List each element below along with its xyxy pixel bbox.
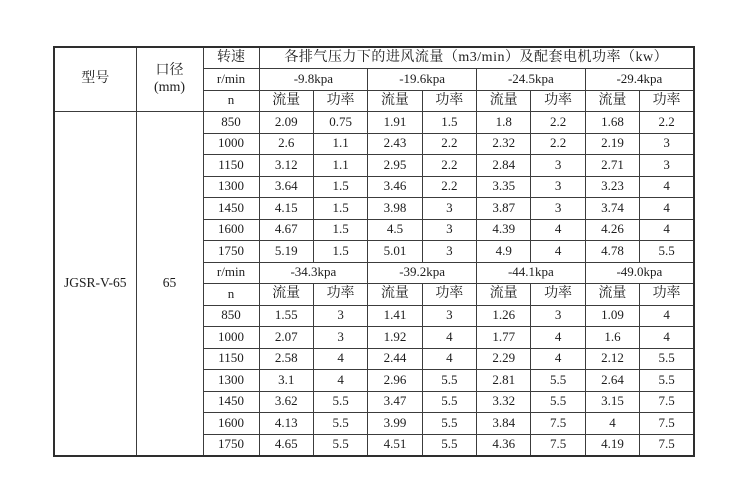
power-value: 4: [531, 327, 585, 349]
flow-value: 2.32: [477, 133, 531, 155]
flow-value: 2.6: [259, 133, 313, 155]
power-value: 1.5: [313, 198, 367, 220]
header-row-1: [54, 47, 694, 69]
flow-value: 4.13: [259, 413, 313, 435]
power-value: 2.2: [531, 112, 585, 134]
power-value: 5.5: [422, 391, 476, 413]
power-value: 2.2: [531, 133, 585, 155]
power-value: 3: [422, 241, 476, 263]
flow-value: 2.29: [477, 348, 531, 370]
diameter-column-header: [136, 47, 203, 112]
power-value: 2.2: [422, 176, 476, 198]
speed-value: 1750: [203, 241, 259, 263]
power-value: 2.2: [422, 155, 476, 177]
flow-value: 2.84: [477, 155, 531, 177]
power-value: 4: [313, 370, 367, 392]
flow-value: 4.67: [259, 219, 313, 241]
power-value: 4: [640, 198, 694, 220]
flow-value: 2.43: [368, 133, 422, 155]
power-value: 4: [640, 305, 694, 327]
flow-value: 1.26: [477, 305, 531, 327]
flow-value: 4.5: [368, 219, 422, 241]
power-value: 3: [313, 305, 367, 327]
pressure-header-2: -39.2kpa: [368, 262, 477, 284]
flow-value: 5.19: [259, 241, 313, 263]
flow-value: 1.55: [259, 305, 313, 327]
power-value: 3: [640, 133, 694, 155]
power-value: 1.5: [313, 219, 367, 241]
flow-header: 流量: [477, 284, 531, 306]
flow-header: 流量: [368, 284, 422, 306]
flow-value: 4.65: [259, 434, 313, 456]
flow-value: 3.87: [477, 198, 531, 220]
power-value: 5.5: [313, 391, 367, 413]
power-value: 5.5: [531, 370, 585, 392]
power-value: 3: [640, 155, 694, 177]
power-value: 1.5: [313, 176, 367, 198]
power-header: 功率: [531, 90, 585, 112]
power-value: 1.1: [313, 155, 367, 177]
flow-value: 4.9: [477, 241, 531, 263]
speed-value: 850: [203, 305, 259, 327]
flow-value: 2.44: [368, 348, 422, 370]
power-header: 功率: [640, 284, 694, 306]
flow-value: 4.78: [585, 241, 639, 263]
power-value: 0.75: [313, 112, 367, 134]
flow-value: 3.23: [585, 176, 639, 198]
power-value: 5.5: [640, 370, 694, 392]
power-value: 5.5: [640, 348, 694, 370]
pressure-header-1: -9.8kpa: [259, 69, 368, 91]
flow-value: 1.09: [585, 305, 639, 327]
flow-value: 3.46: [368, 176, 422, 198]
power-value: 5.5: [313, 413, 367, 435]
power-header: 功率: [313, 90, 367, 112]
speed-value: 1600: [203, 219, 259, 241]
power-value: 5.5: [640, 241, 694, 263]
flow-header: 流量: [585, 284, 639, 306]
flow-value: 3.74: [585, 198, 639, 220]
flow-value: 1.92: [368, 327, 422, 349]
flow-value: 2.19: [585, 133, 639, 155]
speed-value: 850: [203, 112, 259, 134]
power-value: 4: [640, 219, 694, 241]
flow-value: 3.1: [259, 370, 313, 392]
pressure-header-4: -49.0kpa: [585, 262, 694, 284]
flow-value: 1.41: [368, 305, 422, 327]
power-value: 1.1: [313, 133, 367, 155]
pressure-header-2: -19.6kpa: [368, 69, 477, 91]
power-value: 3: [422, 305, 476, 327]
power-value: 3: [531, 305, 585, 327]
flow-value: 2.64: [585, 370, 639, 392]
diameter-value: 65: [136, 112, 203, 456]
flow-value: 1.91: [368, 112, 422, 134]
flow-value: 4: [585, 413, 639, 435]
flow-value: 4.36: [477, 434, 531, 456]
flow-value: 2.71: [585, 155, 639, 177]
model-column-header: 型号: [54, 47, 136, 112]
flow-header: 流量: [259, 90, 313, 112]
flow-value: 1.6: [585, 327, 639, 349]
flow-value: 4.15: [259, 198, 313, 220]
flow-header: 流量: [368, 90, 422, 112]
power-value: 1.5: [313, 241, 367, 263]
power-value: 5.5: [422, 413, 476, 435]
speed-value: 1450: [203, 198, 259, 220]
table-row: [54, 112, 694, 134]
flow-value: 3.47: [368, 391, 422, 413]
power-value: 2.2: [422, 133, 476, 155]
flow-value: 2.07: [259, 327, 313, 349]
power-header: 功率: [422, 284, 476, 306]
flow-value: 5.01: [368, 241, 422, 263]
speed-value: 1600: [203, 413, 259, 435]
flow-header: 流量: [585, 90, 639, 112]
flow-value: 3.98: [368, 198, 422, 220]
power-value: 4: [422, 327, 476, 349]
speed-unit-header: r/min: [203, 69, 259, 91]
flow-value: 3.15: [585, 391, 639, 413]
pressure-header-3: -24.5kpa: [477, 69, 586, 91]
power-header: 功率: [313, 284, 367, 306]
speed-symbol-header: n: [203, 284, 259, 306]
flow-value: 4.19: [585, 434, 639, 456]
diameter-unit: (mm): [153, 79, 186, 95]
power-value: 7.5: [531, 413, 585, 435]
pressure-header-3: -44.1kpa: [477, 262, 586, 284]
power-value: 7.5: [640, 434, 694, 456]
speed-value: 1150: [203, 348, 259, 370]
pressure-header-1: -34.3kpa: [259, 262, 368, 284]
flow-value: 2.96: [368, 370, 422, 392]
speed-value: 1000: [203, 327, 259, 349]
speed-value: 1450: [203, 391, 259, 413]
power-value: 5.5: [531, 391, 585, 413]
power-value: 4: [531, 348, 585, 370]
power-value: 4: [531, 241, 585, 263]
power-value: 4: [313, 348, 367, 370]
power-value: 7.5: [640, 413, 694, 435]
power-value: 4: [640, 176, 694, 198]
speed-value: 1750: [203, 434, 259, 456]
flow-value: 1.68: [585, 112, 639, 134]
flow-value: 2.81: [477, 370, 531, 392]
power-header: 功率: [422, 90, 476, 112]
diameter-label: 口径: [155, 63, 184, 79]
power-value: 3: [531, 198, 585, 220]
power-value: 3: [531, 155, 585, 177]
power-value: 1.5: [422, 112, 476, 134]
flow-value: 3.32: [477, 391, 531, 413]
power-value: 7.5: [531, 434, 585, 456]
flow-value: 2.09: [259, 112, 313, 134]
power-value: 5.5: [422, 434, 476, 456]
flow-value: 4.26: [585, 219, 639, 241]
flow-value: 3.99: [368, 413, 422, 435]
flow-value: 3.35: [477, 176, 531, 198]
flow-value: 3.84: [477, 413, 531, 435]
power-value: 5.5: [422, 370, 476, 392]
power-value: 5.5: [313, 434, 367, 456]
flow-value: 4.39: [477, 219, 531, 241]
table-title: 各排气压力下的进风流量（m3/min）及配套电机功率（kw）: [259, 47, 694, 69]
power-value: 3: [531, 176, 585, 198]
flow-header: 流量: [477, 90, 531, 112]
power-value: 4: [640, 327, 694, 349]
flow-value: 4.51: [368, 434, 422, 456]
speed-value: 1300: [203, 176, 259, 198]
power-value: 2.2: [640, 112, 694, 134]
spec-table: [53, 46, 695, 457]
speed-value: 1000: [203, 133, 259, 155]
flow-value: 2.58: [259, 348, 313, 370]
power-header: 功率: [531, 284, 585, 306]
power-value: 4: [531, 219, 585, 241]
flow-value: 2.12: [585, 348, 639, 370]
flow-value: 3.62: [259, 391, 313, 413]
flow-header: 流量: [259, 284, 313, 306]
speed-value: 1300: [203, 370, 259, 392]
power-value: 4: [422, 348, 476, 370]
power-value: 3: [422, 219, 476, 241]
speed-column-header: 转速: [203, 47, 259, 69]
model-value: JGSR-V-65: [54, 112, 136, 456]
speed-symbol-header: n: [203, 90, 259, 112]
power-value: 3: [313, 327, 367, 349]
flow-value: 3.12: [259, 155, 313, 177]
power-value: 7.5: [640, 391, 694, 413]
speed-unit-header: r/min: [203, 262, 259, 284]
pressure-header-4: -29.4kpa: [585, 69, 694, 91]
flow-value: 3.64: [259, 176, 313, 198]
flow-value: 2.95: [368, 155, 422, 177]
power-value: 3: [422, 198, 476, 220]
power-header: 功率: [640, 90, 694, 112]
flow-value: 1.77: [477, 327, 531, 349]
flow-value: 1.8: [477, 112, 531, 134]
speed-value: 1150: [203, 155, 259, 177]
